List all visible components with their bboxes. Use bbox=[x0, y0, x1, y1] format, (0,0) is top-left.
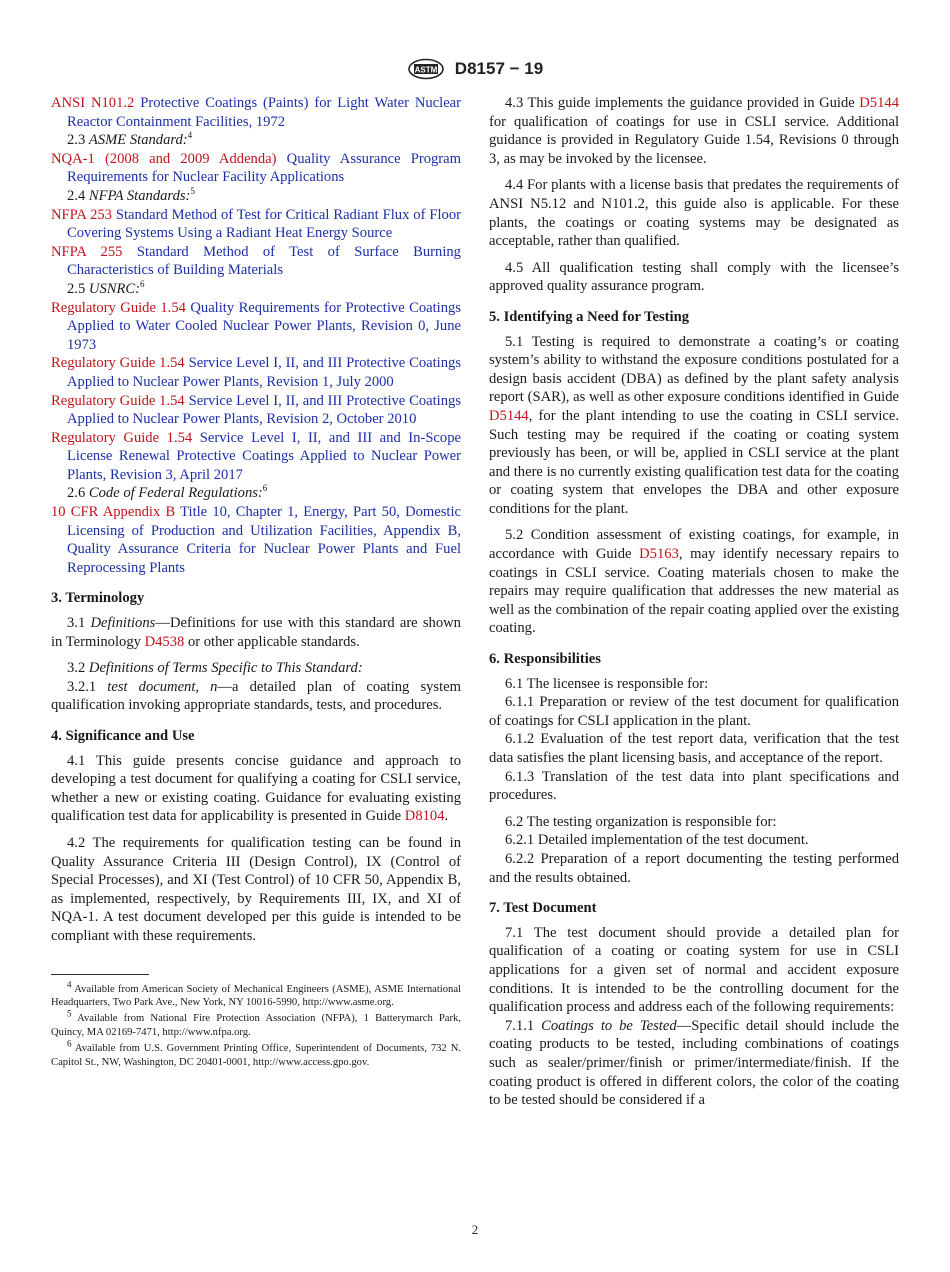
reference-id[interactable]: NFPA 255 bbox=[51, 243, 123, 260]
subsection-2-5: 2.5 USNRC:$^6$ bbox=[67, 279, 145, 297]
paragraph-4-3: 4.3 This guide implements the guidance provided in Guide D5144 for qualification of coatings for use in CSLI service. Additional guidance is provided in Regulatory Guide 1.54, Revisions 0 through 3, as may be invoked by the licensee. bbox=[489, 95, 899, 167]
paragraph-6-2-2: 6.2.2 Preparation of a report documenting the testing performed and the results obtained. bbox=[489, 850, 899, 886]
footnote-6: $^6$ Available from U.S. Government Printing Office, Superintendent of Documents, 732 N. Capitol St., NW, Washington, DC 20401-0001, http://www.access.gpo.gov. bbox=[51, 1038, 461, 1068]
svg-text:ASTM: ASTM bbox=[414, 65, 438, 75]
reference-10-cfr-appendix-b bbox=[51, 503, 461, 577]
paragraph-3-1: 3.1 Definitions—Definitions for use with this standard are shown in Terminology D4538 or other applicable standards. bbox=[51, 615, 461, 650]
reference-title[interactable]: Standard Method of Test of Surface Burning Characteristics of Building Materials bbox=[67, 243, 461, 279]
reference-id[interactable]: Regulatory Guide 1.54 bbox=[51, 355, 185, 372]
paragraph-5-2: 5.2 Condition assessment of existing coatings, for example, in accordance with Guide D5163, may identify necessary repairs to coatings in CSLI service. Coating materials chosen to make the repairs may require qualification that addresses the new material as well as the combination of the repair coating applied over the existing coating. bbox=[489, 527, 900, 637]
footnote-4: $^4$ Available from American Society of Mechanical Engineers (ASME), ASME International Headquarters, Two Park Ave., New York, NY 10016-5990, http://www.asme.org. bbox=[51, 979, 461, 1009]
reference-rg-1-54-rev3 bbox=[51, 429, 461, 485]
reference-link-d4538[interactable]: D4538 bbox=[144, 633, 185, 650]
paragraph-6-1-1: 6.1.1 Preparation or review of the test document for qualification of coatings for CSLI application in the plant. bbox=[489, 694, 899, 729]
reference-title[interactable]: Quality Assurance Program Requirements for Nuclear Facility Applications bbox=[67, 150, 461, 186]
reference-rg-1-54-rev1 bbox=[51, 354, 461, 391]
reference-title[interactable]: Service Level I, II, and III and In-Scope License Renewal Protective Coatings Applied to Nuclear Power Plants, Revision 3, April 2017 bbox=[67, 429, 461, 483]
paragraph-7-1: 7.1 The test document should provide a detailed plan for qualification of a coating or coating system for use in CSLI applications for a given set of normal and accident exposure conditions. It is intended to be the controlling document for the qualification process and address each of the following requirements: bbox=[489, 924, 899, 1016]
reference-id[interactable]: NFPA 253 bbox=[51, 206, 112, 223]
reference-link-d5144[interactable]: D5144 bbox=[859, 95, 899, 111]
paragraph-7-1-1: 7.1.1 Coatings to be Tested—Specific detail should include the coating products to be tested, including combinations of coatings such as sealer/primer/finish or primer/intermediate/finish. If the coating product is offered in different colors, the color of the coating to be tested should be considered if a bbox=[489, 1017, 900, 1109]
paragraph-5-1: 5.1 Testing is required to demonstrate a coating’s or coating system’s ability to withstand the exposure conditions postulated for a design basis accident (DBA) as defined by the plant safety analysis report (SAR), as well as other exposure conditions identified in Guide D5144, for the plant intending to use the coating in CSLI service. Such testing may be required if the coating or coating system previously has been, or will be, applied in CSLI service at the plant and there is no currently existing qualification test data for the coating or coating system that envelopes the DBA and other exposure conditions for the plant. bbox=[489, 333, 899, 517]
reference-title[interactable]: Service Level I, II, and III Protective Coatings Applied to Nuclear Power Plants, Revision 1, July 2000 bbox=[67, 355, 461, 390]
subsection-2-6: 2.6 Code of Federal Regulations:$^6$ bbox=[67, 483, 268, 502]
reference-id[interactable]: Regulatory Guide 1.54 bbox=[51, 392, 185, 409]
subsection-2-4: 2.4 NFPA Standards:$^5$ bbox=[67, 186, 195, 204]
reference-title[interactable]: Quality Requirements for Protective Coatings Applied to Water Cooled Nuclear Power Plants, Revision 0, June 1973 bbox=[67, 299, 461, 353]
section-heading-significance: 4. Significance and Use bbox=[51, 728, 195, 744]
reference-rg-1-54-rev0 bbox=[51, 299, 461, 355]
astm-logo-icon bbox=[407, 58, 445, 80]
reference-title[interactable]: Service Level I, II, and III Protective Coatings Applied to Nuclear Power Plants, Revision 2, October 2010 bbox=[67, 392, 461, 428]
reference-rg-1-54-rev2 bbox=[51, 392, 461, 429]
paragraph-3-2-1: 3.2.1 test document, n—a detailed plan of coating system qualification invoking appropriate standards, tests, and procedures. bbox=[51, 678, 461, 714]
page-number: 2 bbox=[471, 1222, 479, 1237]
subsection-2-3: 2.3 ASME Standard:$^4$ bbox=[67, 130, 193, 149]
paragraph-6-1: 6.1 The licensee is responsible for: bbox=[505, 675, 709, 692]
reference-id[interactable]: 10 CFR Appendix B bbox=[51, 504, 176, 521]
page-header bbox=[0, 58, 950, 82]
reference-link-d5163[interactable]: D5163 bbox=[639, 546, 679, 563]
paragraph-6-1-2: 6.1.2 Evaluation of the test report data, verification that the test data satisfies the plant licensing basis, and acceptance of the report. bbox=[489, 731, 899, 766]
paragraph-4-5: 4.5 All qualification testing shall comply with the licensee’s approved quality assurance program. bbox=[489, 259, 899, 295]
reference-id[interactable]: Regulatory Guide 1.54 bbox=[51, 429, 193, 446]
right-column bbox=[489, 94, 899, 1118]
reference-title[interactable]: Protective Coatings (Paints) for Light Water Nuclear Reactor Containment Facilities, 1972 bbox=[67, 95, 462, 130]
footnote-divider bbox=[51, 974, 149, 975]
reference-link-d5144[interactable]: D5144 bbox=[489, 407, 529, 424]
document-designation: D8157 − 19 bbox=[454, 59, 544, 78]
paragraph-4-2: 4.2 The requirements for qualification testing can be found in Quality Assurance Criteria III (Design Control), IX (Control of Special Processes), and XI (Test Control) of 10 CFR 50, Appendix B, as implemented, respectively, by Requirements III, IX, and XI of NQA-1. A test document developed per this guide is intended to be compliant with these requirements. bbox=[51, 834, 461, 944]
paragraph-4-4: 4.4 For plants with a license basis that predates the requirements of ANSI N5.12 and N101.2, this guide also is applicable. For these plants, the coatings or coating systems may be designated as acceptable, rather than qualified. bbox=[489, 177, 899, 250]
reference-id[interactable]: ANSI N101.2 bbox=[51, 95, 135, 111]
paragraph-6-1-3: 6.1.3 Translation of the test data into plant specifications and procedures. bbox=[489, 768, 899, 804]
section-heading-terminology: 3. Terminology bbox=[51, 590, 145, 607]
paragraph-6-2-1: 6.2.1 Detailed implementation of the test document. bbox=[505, 832, 809, 849]
paragraph-4-1: 4.1 This guide presents concise guidance and approach to developing a test document for qualifying a coating for CSLI service, whether a new or existing coating. Guidance for evaluating existing qualification test data for applicability is presented in Guide D8104. bbox=[51, 752, 461, 825]
section-heading-test-document: 7. Test Document bbox=[489, 900, 597, 917]
reference-nfpa-253 bbox=[51, 206, 461, 243]
paragraph-6-2: 6.2 The testing organization is responsible for: bbox=[505, 813, 777, 830]
reference-id[interactable]: Regulatory Guide 1.54 bbox=[51, 299, 186, 316]
reference-nqa-1 bbox=[51, 150, 461, 187]
reference-link-d8104[interactable]: D8104 bbox=[404, 808, 445, 825]
left-column bbox=[51, 94, 461, 1071]
reference-nfpa-255 bbox=[51, 243, 461, 280]
footnote-5: $^5$ Available from National Fire Protection Association (NFPA), 1 Batterymarch Park, Quincy, MA 02169-7471, http://www.nfpa.org. bbox=[51, 1008, 461, 1038]
reference-title[interactable]: Title 10, Chapter 1, Energy, Part 50, Domestic Licensing of Production and Utilization Facilities, Appendix B, Quality Assurance Criteria for Nuclear Power Plants and Fuel Reprocessing Plants bbox=[67, 504, 462, 576]
section-heading-need-for-testing: 5. Identifying a Need for Testing bbox=[489, 308, 690, 325]
reference-title[interactable]: Standard Method of Test for Critical Radiant Flux of Floor Covering Systems Using a Radiant Heat Energy Source bbox=[67, 206, 461, 242]
section-heading-responsibilities: 6. Responsibilities bbox=[489, 651, 601, 668]
reference-ansi-n101-2 bbox=[51, 94, 461, 131]
reference-id[interactable]: NQA-1 (2008 and 2009 Addenda) bbox=[51, 150, 277, 167]
paragraph-3-2: 3.2 Definitions of Terms Specific to This Standard: bbox=[67, 660, 363, 677]
